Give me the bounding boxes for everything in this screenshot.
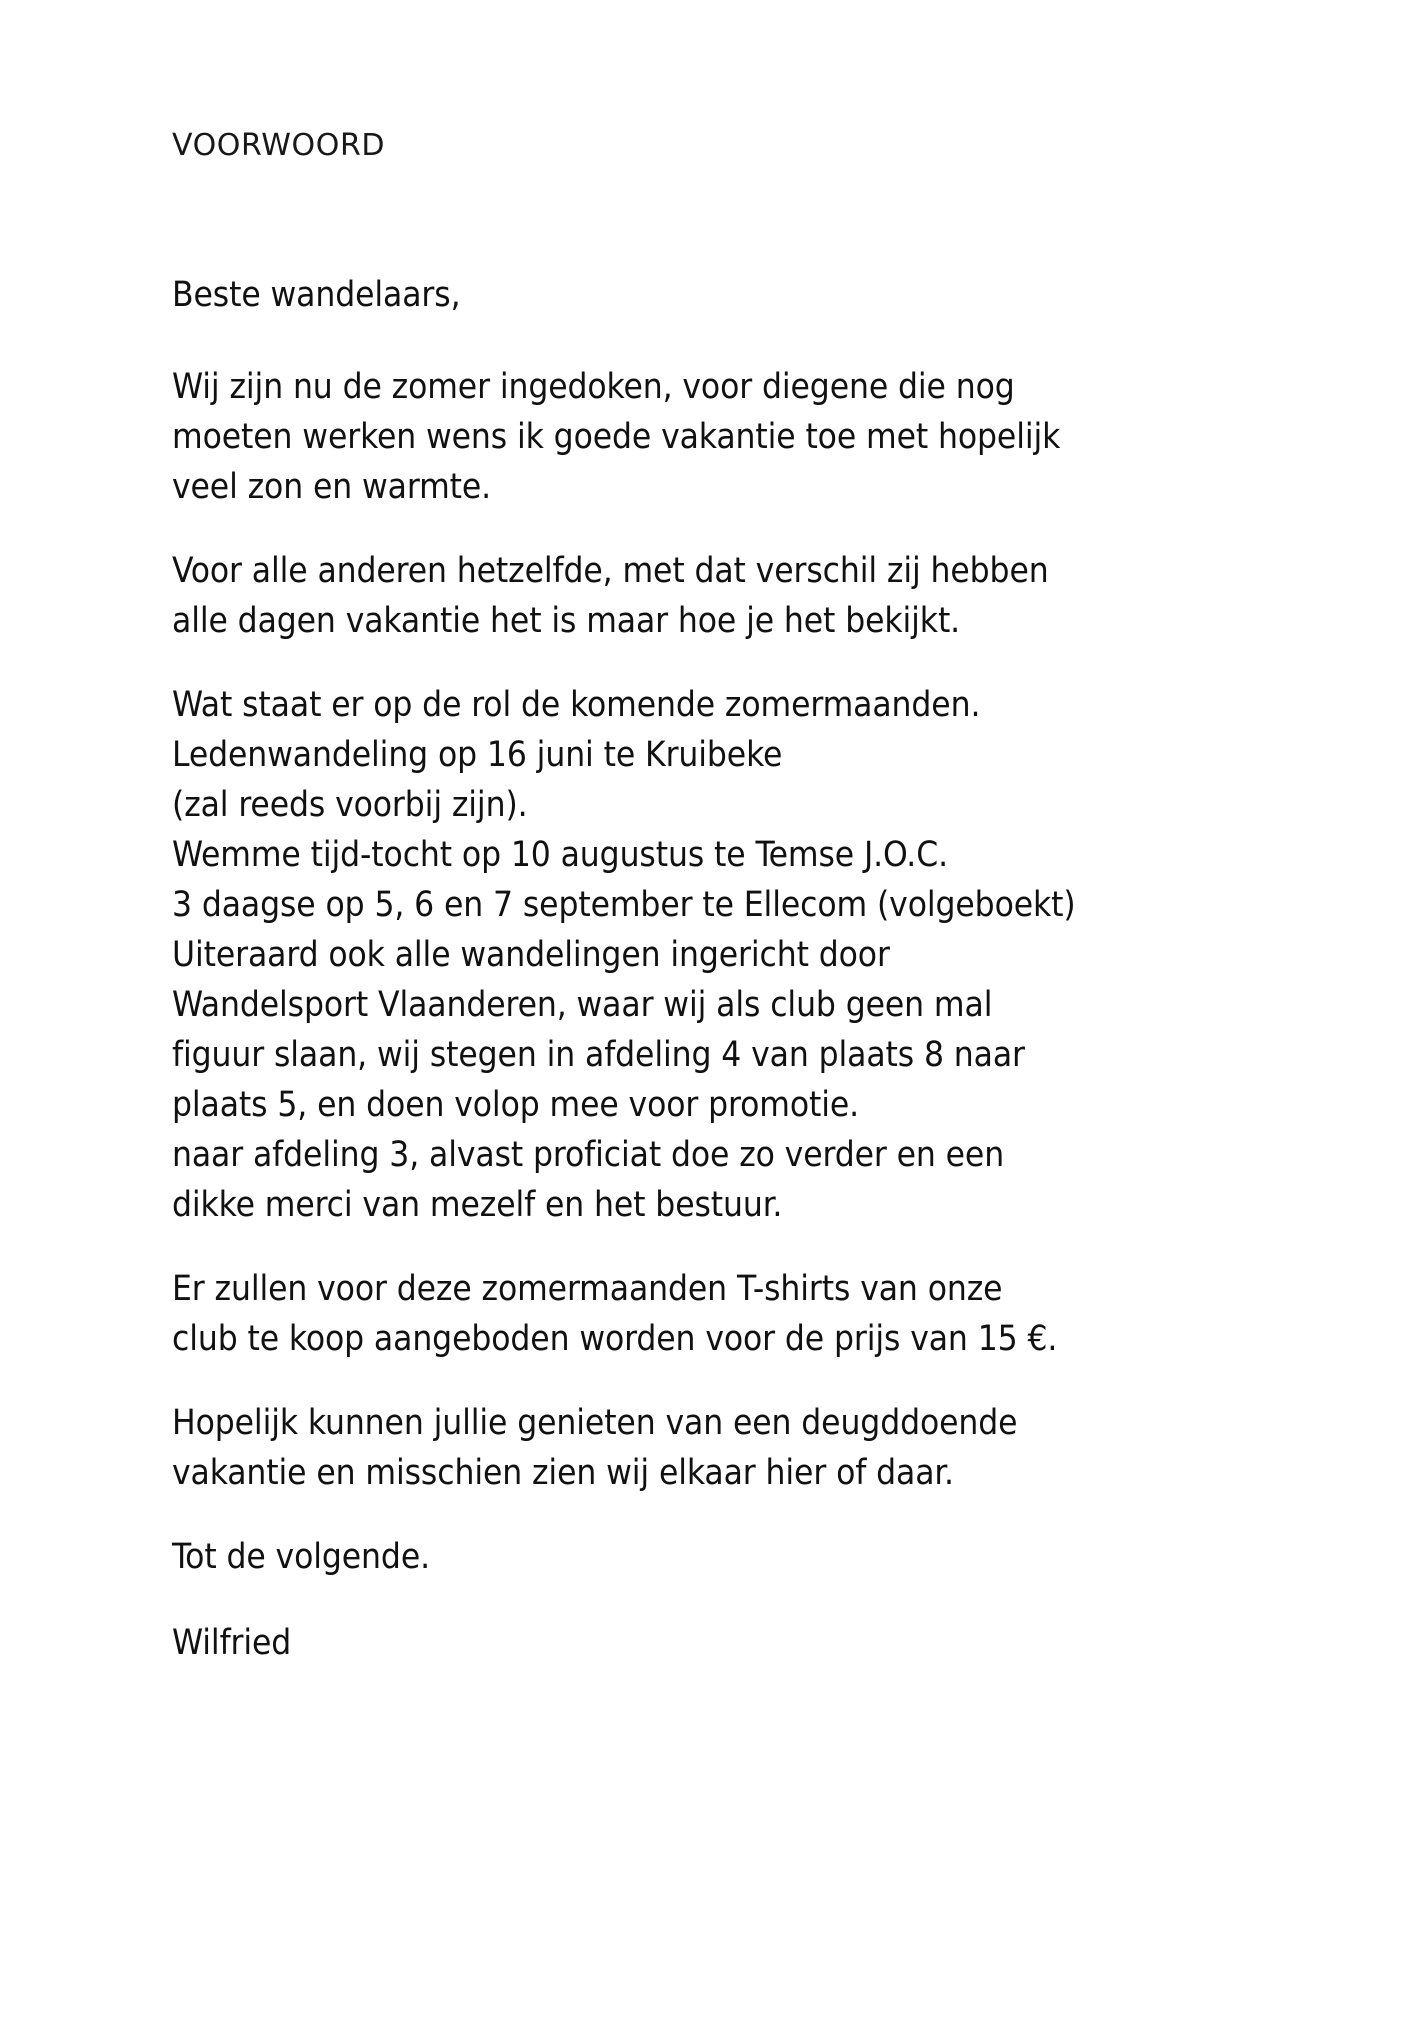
text-line: Voor alle anderen hetzelfde, met dat verschil zij hebben xyxy=(172,551,1049,591)
closing-line: Tot de volgende. xyxy=(172,1537,430,1577)
text-line: plaats 5, en doen volop mee voor promotie. xyxy=(172,1085,860,1125)
paragraph-intro xyxy=(172,362,1292,512)
paragraph-wens xyxy=(172,1398,1292,1498)
text-line: Hopelijk kunnen jullie genieten van een deugddoende xyxy=(172,1403,1018,1443)
page-title: VOORWOORD xyxy=(172,128,386,163)
paragraph-tshirts xyxy=(172,1264,1292,1364)
text-line: figuur slaan, wij stegen in afdeling 4 van plaats 8 naar xyxy=(172,1035,1025,1075)
text-line: vakantie en misschien zien wij elkaar hier of daar. xyxy=(172,1453,954,1493)
text-line-event-wemme: Wemme tijd-tocht op 10 augustus te Temse J.O.C. xyxy=(172,835,948,875)
text-line: Wij zijn nu de zomer ingedoken, voor diegene die nog xyxy=(172,367,1015,407)
greeting-line: Beste wandelaars, xyxy=(172,275,461,315)
paragraph-anderen xyxy=(172,546,1292,646)
text-line: alle dagen vakantie het is maar hoe je het bekijkt. xyxy=(172,601,961,641)
text-line: veel zon en warmte. xyxy=(172,467,492,507)
text-line: naar afdeling 3, alvast proficiat doe zo verder en een xyxy=(172,1135,1005,1175)
paragraph-programma xyxy=(172,680,1292,1230)
text-line: (zal reeds voorbij zijn). xyxy=(172,785,528,825)
text-line: dikke merci van mezelf en het bestuur. xyxy=(172,1185,783,1225)
text-line: Wat staat er op de rol de komende zomermaanden. xyxy=(172,685,981,725)
letter-body xyxy=(172,270,1292,1668)
text-line-event-driedaagse: 3 daagse op 5, 6 en 7 september te Ellecom (volgeboekt) xyxy=(172,885,1076,925)
signature-name: Wilfried xyxy=(172,1623,292,1663)
document-content xyxy=(172,128,1292,1668)
text-line: Wandelsport Vlaanderen, waar wij als club geen mal xyxy=(172,985,993,1025)
text-line: club te koop aangeboden worden voor de prijs van 15 €. xyxy=(172,1319,1058,1359)
text-line: Uiteraard ook alle wandelingen ingericht door xyxy=(172,935,890,975)
text-line: moeten werken wens ik goede vakantie toe met hopelijk xyxy=(172,417,1061,457)
text-line: Er zullen voor deze zomermaanden T-shirts van onze xyxy=(172,1269,1003,1309)
text-line-event-ledenwandeling: Ledenwandeling op 16 juni te Kruibeke xyxy=(172,735,783,775)
